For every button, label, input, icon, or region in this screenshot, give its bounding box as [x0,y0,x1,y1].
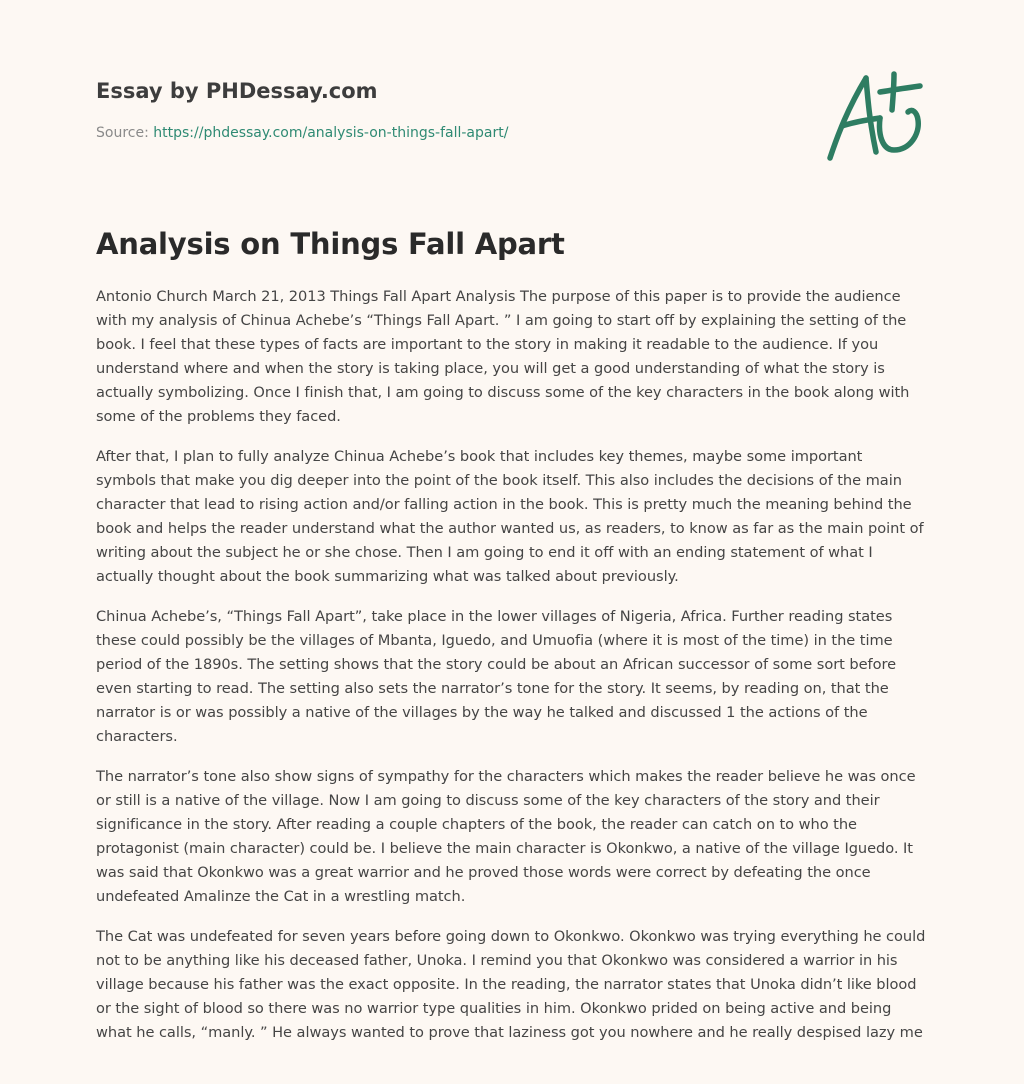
a-plus-logo-icon [822,68,928,164]
site-title: Essay by PHDessay.com [96,79,378,103]
site-branding [96,78,796,104]
article-title: Analysis on Things Fall Apart [96,227,565,261]
a-plus-logo-svg [822,68,928,164]
paragraph: The Cat was undefeated for seven years before going down to Okonkwo. Okonkwo was trying everything he could not to be anything like his deceased father, Unoka. I remind you that Okonkwo was considered a warrior in his village because his father was the exact opposite. In the reading, the narrator states that Unoka didn’t like blood or the sight of blood so there was no warrior type qualities in him. Okonkwo prided on being active and being what he calls, “manly. ” He always wanted to prove that laziness got you nowhere and he really despised lazy me [96,928,926,1041]
article-body [96,285,926,1061]
paragraph: After that, I plan to fully analyze Chinua Achebe’s book that includes key themes, maybe some important symbols that make you dig deeper into the point of the book itself. This also includes the decisions of the main character that lead to rising action and/or falling action in the book. This is pretty much the meaning behind the book and helps the reader understand what the author wanted us, as readers, to know as far as the main point of writing about the subject he or she chose. Then I am going to end it off with an ending statement of what I actually thought about the book summarizing what was talked about previously. [96,448,924,585]
source-link[interactable]: https://phdessay.com/analysis-on-things-fall-apart/ [153,125,509,141]
source-line [96,124,508,142]
paragraph: Chinua Achebe’s, “Things Fall Apart”, take place in the lower villages of Nigeria, Africa. Further reading states these could possibly be the villages of Mbanta, Iguedo, and Umuofia (where it is most of the time) in the time period of the 1890s. The setting shows that the story could be about an African successor of some sort before even starting to read. The setting also sets the narrator’s tone for the story. It seems, by reading on, that the narrator is or was possibly a native of the villages by the way he talked and discussed 1 the actions of the characters. [96,608,897,745]
paragraph: Antonio Church March 21, 2013 Things Fall Apart Analysis The purpose of this paper is to provide the audience with my analysis of Chinua Achebe’s “Things Fall Apart. ” I am going to start off by explaining the setting of the book. I feel that these types of facts are important to the story in making it readable to the audience. If you understand where and when the story is taking place, you will get a good understanding of what the story is actually symbolizing. Once I finish that, I am going to discuss some of the key characters in the book along with some of the problems they faced. [96,288,910,425]
paragraph: The narrator’s tone also show signs of sympathy for the characters which makes the reader believe he was once or still is a native of the village. Now I am going to discuss some of the key characters of the story and their significance in the story. After reading a couple chapters of the book, the reader can catch on to who the protagonist (main character) could be. I believe the main character is Okonkwo, a native of the village Iguedo. It was said that Okonkwo was a great warrior and he proved those words were correct by defeating the once undefeated Amalinze the Cat in a wrestling match. [96,768,916,905]
source-label: Source: [96,125,149,141]
